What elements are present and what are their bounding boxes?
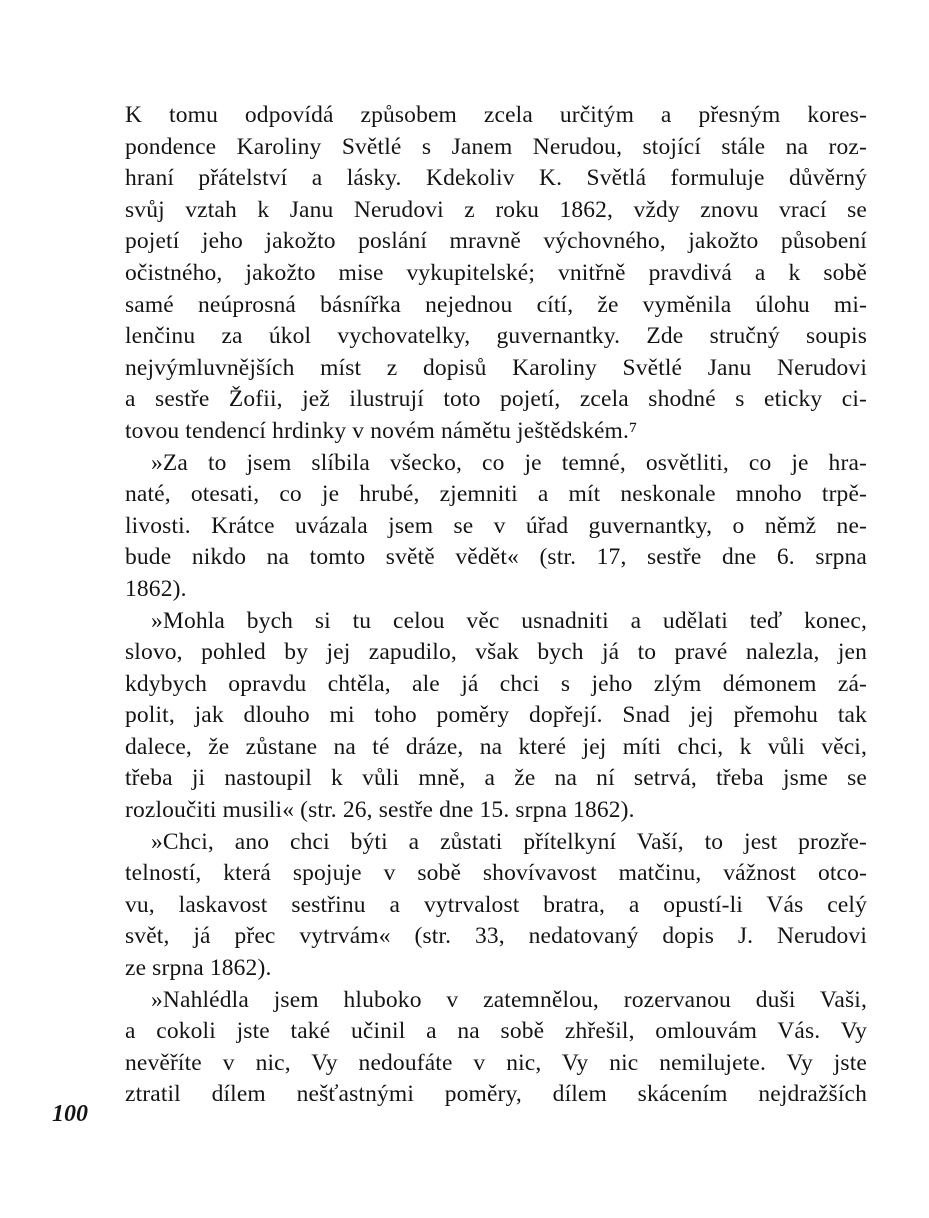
text-line: polit, jak dlouho mi toho poměry dopřejí. Snad jej přemohu tak	[125, 702, 867, 729]
text-line: dalece, že zůstane na té dráze, na které jej míti chci, k vůli věci,	[125, 733, 867, 760]
text-line: naté, otesati, co je hrubé, zjemniti a mít neskonale mnoho trpě-	[125, 481, 867, 508]
text-line: telností, která spojuje v sobě shovívavost matčinu, vážnost otco-	[125, 860, 867, 887]
text-line: svůj vztah k Janu Nerudovi z roku 1862, vždy znovu vrací se	[125, 196, 867, 223]
text-line: vu, laskavost sestřinu a vytrvalost bratra, a opustí-li Vás celý	[125, 891, 867, 918]
text-line: bude nikdo na tomto světě vědět« (str. 17, sestře dne 6. srpna	[125, 544, 867, 571]
text-line: pojetí jeho jakožto poslání mravně výchovného, jakožto působení	[125, 228, 867, 255]
text-line: ze srpna 1862).	[125, 955, 272, 982]
text-line: 1862).	[125, 575, 187, 602]
text-line: tovou tendencí hrdinky v novém námětu ještědském.⁷	[125, 417, 638, 444]
text-line: K tomu odpovídá způsobem zcela určitým a přesným kores-	[125, 102, 867, 128]
text-line: hraní přátelství a lásky. Kdekoliv K. Světlá formuluje důvěrný	[125, 165, 867, 192]
text-line: nevěříte v nic, Vy nedoufáte v nic, Vy nic nemilujete. Vy jste	[125, 1049, 867, 1076]
text-line: očistného, jakožto mise vykupitelské; vnitřně pravdivá a k sobě	[125, 259, 867, 286]
text-line: samé neúprosná básnířka nejednou cítí, že vyměnila úlohu mi-	[125, 291, 867, 318]
text-line: kdybych opravdu chtěla, ale já chci s jeho zlým démonem zá-	[125, 670, 867, 697]
body-text	[125, 100, 867, 1111]
text-line: nejvýmluvnějších míst z dopisů Karoliny Světlé Janu Nerudovi	[125, 354, 867, 381]
text-line: »Chci, ano chci býti a zůstati přítelkyní Vaší, to jest prozře-	[151, 828, 867, 855]
text-line: a cokoli jste také učinil a na sobě zhřešil, omlouvám Vás. Vy	[125, 1018, 867, 1045]
text-line: livosti. Krátce uvázala jsem se v úřad guvernantky, o němž ne-	[125, 512, 867, 539]
text-line: lenčinu za úkol vychovatelky, guvernantky. Zde stručný soupis	[125, 323, 867, 350]
text-line: svět, já přec vytrvám« (str. 33, nedatovaný dopis J. Nerudovi	[125, 923, 867, 950]
page-number: 100	[52, 1101, 88, 1127]
text-line: slovo, pohled by jej zapudilo, však bych já to pravé nalezla, jen	[125, 639, 867, 666]
text-line: rozloučiti musili« (str. 26, sestře dne 15. srpna 1862).	[125, 797, 635, 824]
text-line: ztratil dílem nešťastnými poměry, dílem skácením nejdražších	[125, 1081, 867, 1108]
text-line: a sestře Žofii, jež ilustrují toto pojetí, zcela shodné s eticky ci-	[125, 386, 867, 413]
text-line: pondence Karoliny Světlé s Janem Nerudou, stojící stále na roz-	[125, 133, 867, 160]
text-line: »Za to jsem slíbila všecko, co je temné, osvětliti, co je hra-	[151, 449, 867, 476]
text-line: »Mohla bych si tu celou věc usnadniti a udělati teď konec,	[151, 607, 867, 634]
text-line: »Nahlédla jsem hluboko v zatemnělou, rozervanou duši Vaši,	[151, 986, 867, 1013]
text-line: třeba ji nastoupil k vůli mně, a že na ní setrvá, třeba jsme se	[125, 765, 867, 792]
